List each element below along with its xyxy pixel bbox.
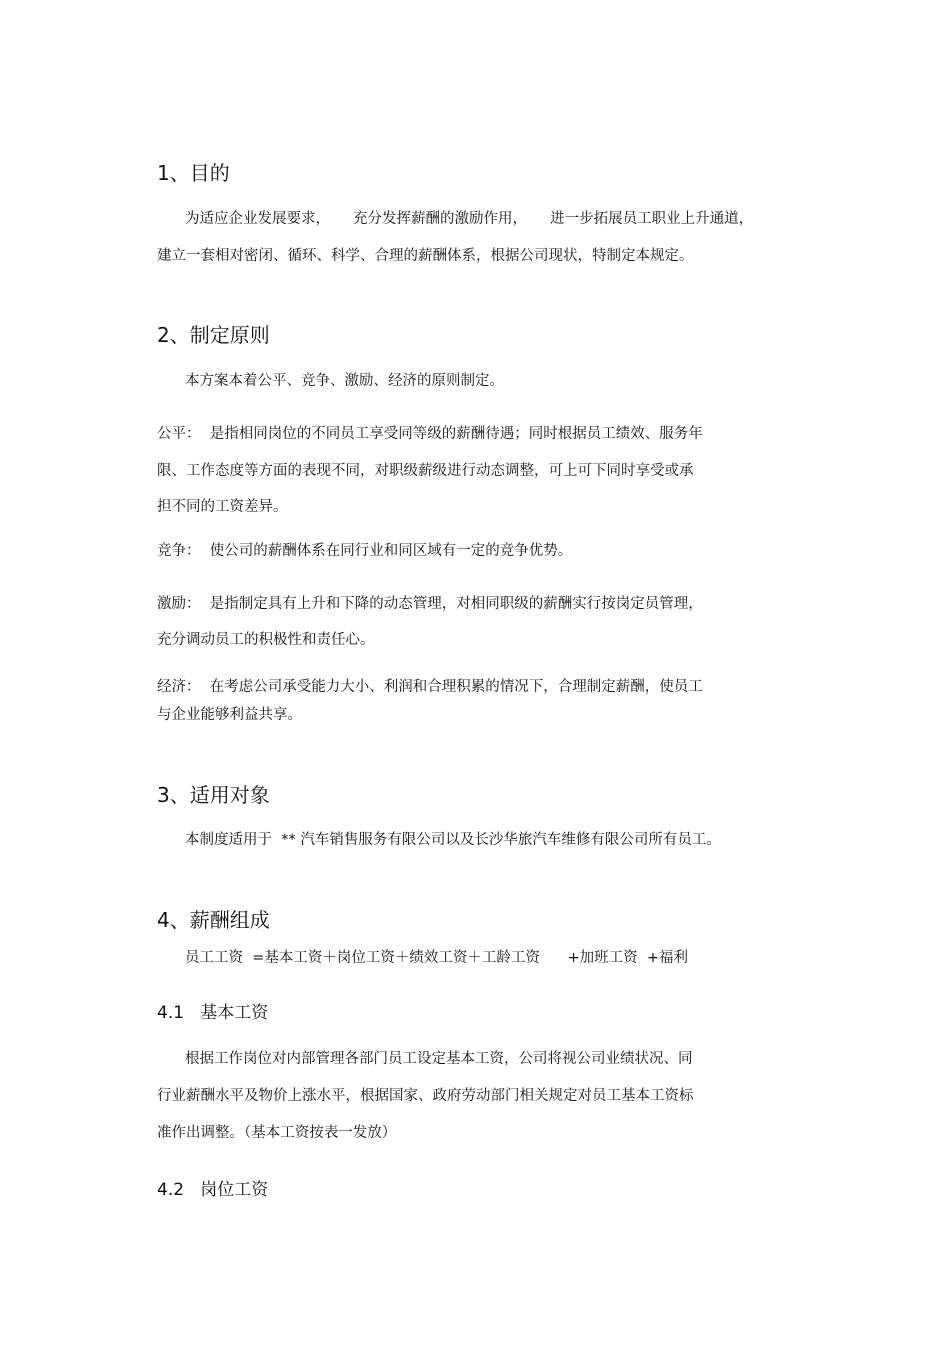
principle-fair-line-3: 担不同的工资差异。 xyxy=(157,499,288,515)
principle-economy-line-2: 与企业能够利益共享。 xyxy=(157,707,302,723)
principle-incentive-line-1: 激励： 是指制定具有上升和下降的动态管理，对相同职级的薪酬实行按岗定员管理， xyxy=(157,596,703,612)
principle-compete-line-1: 竞争： 使公司的薪酬体系在同行业和同区域有一定的竞争优势。 xyxy=(157,543,573,559)
subsection-4-1-line-2: 行业薪酬水平及物价上涨水平，根据国家、政府劳动部门相关规定对员工基本工资标 xyxy=(157,1088,694,1104)
section-1-heading: 1、目的 xyxy=(157,161,230,185)
subsection-4-1-line-1: 根据工作岗位对内部管理各部门员工设定基本工资，公司将视公司业绩状况、同 xyxy=(185,1051,693,1067)
subsection-4-1-heading: 4.1 基本工资 xyxy=(157,1003,269,1023)
salary-formula: 员工工资 =基本工资＋岗位工资＋绩效工资＋工龄工资 +加班工资 +福利 xyxy=(185,950,689,966)
section-3-paragraph-line-1: 本制度适用于 ** 汽车销售服务有限公司以及长沙华旅汽车维修有限公司所有员工。 xyxy=(185,832,721,848)
subsection-4-2-heading: 4.2 岗位工资 xyxy=(157,1180,269,1200)
section-2-intro: 本方案本着公平、竞争、激励、经济的原则制定。 xyxy=(185,373,504,389)
principle-fair-line-1: 公平： 是指相同岗位的不同员工享受同等级的薪酬待遇；同时根据员工绩效、服务年 xyxy=(157,426,703,442)
section-2-heading: 2、制定原则 xyxy=(157,323,270,347)
section-1-paragraph-line-1: 为适应企业发展要求， 充分发挥薪酬的激励作用， 进一步拓展员工职业上升通道， xyxy=(185,211,754,227)
principle-fair-line-2: 限、工作态度等方面的表现不同，对职级薪级进行动态调整，可上可下同时享受或承 xyxy=(157,463,694,479)
section-3-heading: 3、适用对象 xyxy=(157,783,270,807)
section-4-heading: 4、薪酬组成 xyxy=(157,908,270,932)
principle-incentive-line-2: 充分调动员工的积极性和责任心。 xyxy=(157,632,375,648)
principle-economy-line-1: 经济： 在考虑公司承受能力大小、利润和合理积累的情况下，合理制定薪酬，使员工 xyxy=(157,679,703,695)
subsection-4-1-line-3: 准作出调整。（基本工资按表一发放） xyxy=(157,1125,397,1141)
section-1-paragraph-line-2: 建立一套相对密闭、循环、科学、合理的薪酬体系，根据公司现状，特制定本规定。 xyxy=(157,248,694,264)
